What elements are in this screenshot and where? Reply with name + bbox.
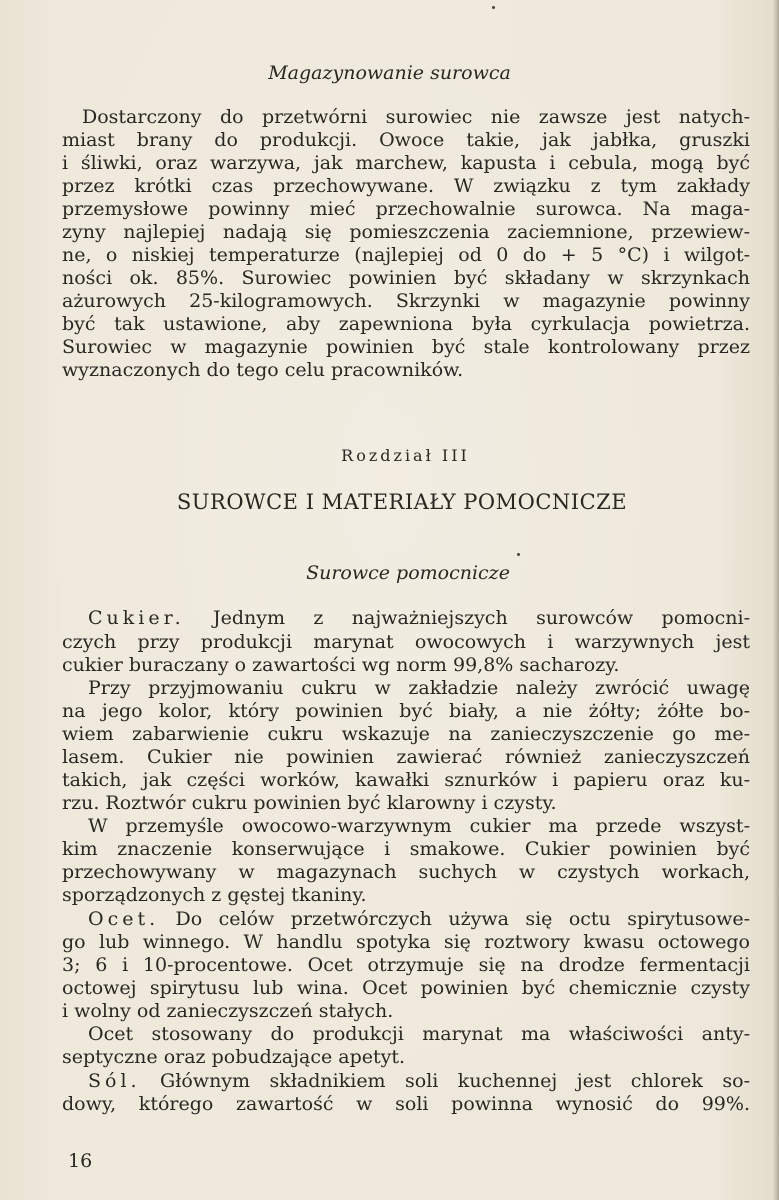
paragraph-line: rzu. Roztwór cukru powinien być klarowny i czysty.	[62, 792, 557, 814]
paragraph-line: Ocet stosowany do produkcji marynat ma właściwości anty-	[88, 1023, 750, 1045]
sol-first-line	[88, 1070, 750, 1093]
paragraph-line: Dostarczony do przetwórni surowiec nie zawsze jest natych-	[82, 106, 750, 128]
paragraph-line: go lub winnego. W handlu spotyka się roztwory kwasu octowego	[62, 931, 750, 953]
paragraph-line: i śliwki, oraz warzywa, jak marchew, kapusta i cebula, mogą być	[62, 152, 750, 174]
paragraph-line: miast brany do produkcji. Owoce takie, jak jabłka, gruszki	[62, 129, 750, 151]
print-speck	[492, 6, 495, 9]
paragraph-line: ne, o niskiej temperaturze (najlepiej od 0 do + 5 °C) i wilgot-	[62, 244, 750, 266]
paragraph-line: wyznaczonych do tego celu pracowników.	[62, 359, 464, 381]
sol-line-text: Głównym składnikiem soli kuchennej jest chlorek so-	[140, 1070, 750, 1092]
paragraph-line: przez krótki czas przechowywane. W związku z tym zakłady	[62, 175, 750, 197]
paragraph-line: 3; 6 i 10-procentowe. Ocet otrzymuje się na drodze fermentacji	[62, 954, 750, 976]
page-number: 16	[68, 1150, 93, 1172]
paragraph-line: Surowiec w magazynie powinien być stale kontrolowany przez	[62, 336, 750, 358]
ocet-line-text: Do celów przetwórczych używa się octu spirytusowe-	[159, 908, 750, 930]
chapter-title: SUROWCE I MATERIAŁY POMOCNICZE	[176, 490, 628, 514]
cukier-line-text: Jednym z najważniejszych surowców pomocni-	[184, 607, 750, 629]
term-ocet: Ocet.	[88, 908, 160, 930]
print-speck	[517, 553, 520, 556]
paragraph-line: cukier buraczany o zawartości wg norm 99,8% sacharozy.	[62, 654, 620, 676]
paragraph-line: lasem. Cukier nie powinien zawierać również zanieczyszczeń	[62, 746, 750, 768]
paragraph-line: octowej spirytusu lub wina. Ocet powinien być chemicznie czysty	[62, 977, 750, 999]
paragraph-line: Przy przyjmowaniu cukru w zakładzie należy zwrócić uwagę	[88, 677, 750, 699]
paragraph-line: ności ok. 85%. Surowiec powinien być składany w skrzynkach	[62, 267, 750, 289]
chapter-label: Rozdział III	[341, 446, 470, 465]
paragraph-line: takich, jak części worków, kawałki sznurków i papieru oraz ku-	[62, 769, 750, 791]
term-cukier: Cukier.	[88, 607, 185, 629]
paragraph-line: sporządzonych z gęstej tkaniny.	[62, 884, 367, 906]
paragraph-line: przemysłowe powinny mieć przechowalnie surowca. Na maga-	[62, 198, 750, 220]
paragraph-line: na jego kolor, który powinien być biały, a nie żółty; żółte bo-	[62, 700, 750, 722]
ocet-first-line	[88, 908, 750, 931]
page-edge-shadow	[773, 0, 779, 1200]
paragraph-line: czych przy produkcji marynat owocowych i warzywnych jest	[62, 631, 750, 653]
paragraph-line: przechowywany w magazynach suchych w czystych workach,	[62, 861, 750, 883]
paragraph-line: i wolny od zanieczyszczeń stałych.	[62, 1000, 394, 1022]
subsection-title: Surowce pomocnicze	[306, 562, 510, 584]
term-sol: Sól.	[88, 1070, 141, 1092]
section-title: Magazynowanie surowca	[268, 62, 511, 84]
paragraph-line: kim znaczenie konserwujące i smakowe. Cukier powinien być	[62, 838, 750, 860]
paragraph-line: wiem zabarwienie cukru wskazuje na zanieczyszczenie go me-	[62, 723, 750, 745]
paragraph-line: ażurowych 25-kilogramowych. Skrzynki w magazynie powinny	[62, 290, 750, 312]
paragraph-line: dowy, którego zawartość w soli powinna wynosić do 99%.	[62, 1093, 750, 1115]
paragraph-line: zyny najlepiej nadają się pomieszczenia zaciemnione, przewiew-	[62, 221, 750, 243]
paragraph-line: septyczne oraz pobudzające apetyt.	[62, 1046, 406, 1068]
cukier-first-line	[88, 607, 750, 630]
paragraph-line: W przemyśle owocowo-warzywnym cukier ma przede wszyst-	[88, 815, 750, 837]
paragraph-line: być tak ustawione, aby zapewniona była cyrkulacja powietrza.	[62, 313, 750, 335]
